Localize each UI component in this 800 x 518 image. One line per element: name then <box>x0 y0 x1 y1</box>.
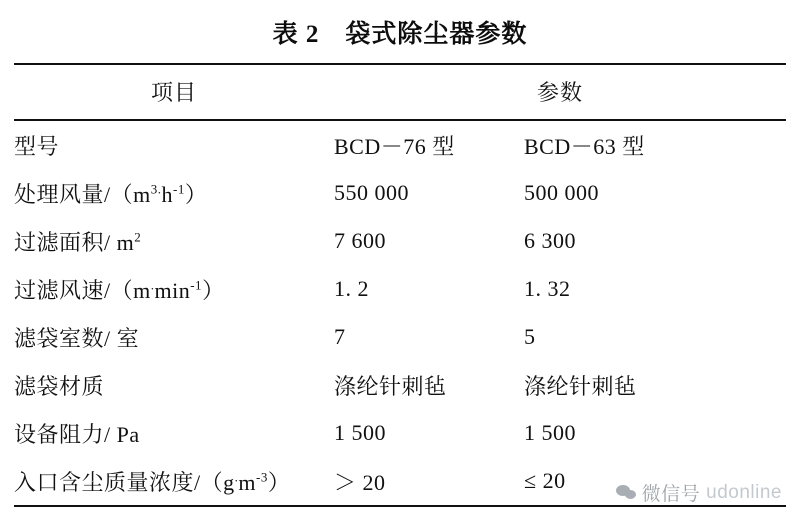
row-label: 设备阻力/ Pa <box>14 421 140 447</box>
table-header-row <box>14 65 786 117</box>
watermark-text-dark: 微信号 <box>641 484 701 505</box>
row-label: 处理风量$/(m^{3.}h^{-1})$ <box>14 181 208 207</box>
row-value-1: 1. 2 <box>334 276 369 301</box>
row-value-1: 550 000 <box>334 180 409 205</box>
row-value-2: 500 000 <box>524 180 599 205</box>
table-row <box>14 217 786 265</box>
header-param: 参数 <box>537 79 584 105</box>
parameters-table <box>14 65 786 505</box>
row-value-1: BCD－76 型 <box>334 133 455 159</box>
table-title: 表 2 袋式除尘器参数 <box>272 21 528 48</box>
table-row <box>14 120 786 169</box>
header-item: 项目 <box>150 79 197 105</box>
row-value-1: 1 500 <box>334 420 386 445</box>
row-value-1: 7 600 <box>334 228 386 253</box>
row-value-2: 6 300 <box>524 228 576 253</box>
row-label: 滤袋室数/ 室 <box>14 325 140 351</box>
row-label: 过滤面积/ $m^2$ <box>14 229 142 255</box>
watermark <box>616 479 782 506</box>
row-value-2: 1. 32 <box>524 276 571 301</box>
table-row <box>14 313 786 361</box>
table-row <box>14 169 786 217</box>
row-value-2: BCD－63 型 <box>524 133 645 159</box>
row-value-2: ≤ 20 <box>524 468 566 493</box>
row-value-2: 5 <box>524 324 536 349</box>
row-value-1: 涤纶针刺毡 <box>334 373 447 399</box>
row-label: 滤袋材质 <box>14 373 105 399</box>
watermark-text-light: udonline <box>706 481 782 503</box>
row-label: 入口含尘质量浓度$/(g^.m^{-3})$ <box>14 469 291 495</box>
table-row <box>14 265 786 313</box>
row-value-1: ＞ 20 <box>334 469 386 495</box>
row-label: 型号 <box>14 133 60 159</box>
table-row <box>14 409 786 457</box>
row-value-1: 7 <box>334 324 346 349</box>
wechat-icon <box>616 484 636 501</box>
row-value-2: 涤纶针刺毡 <box>524 373 637 399</box>
row-value-2: 1 500 <box>524 420 576 445</box>
table-row <box>14 361 786 409</box>
row-label: 过滤风速$/(m^.\min^{-1})$ <box>14 277 225 303</box>
